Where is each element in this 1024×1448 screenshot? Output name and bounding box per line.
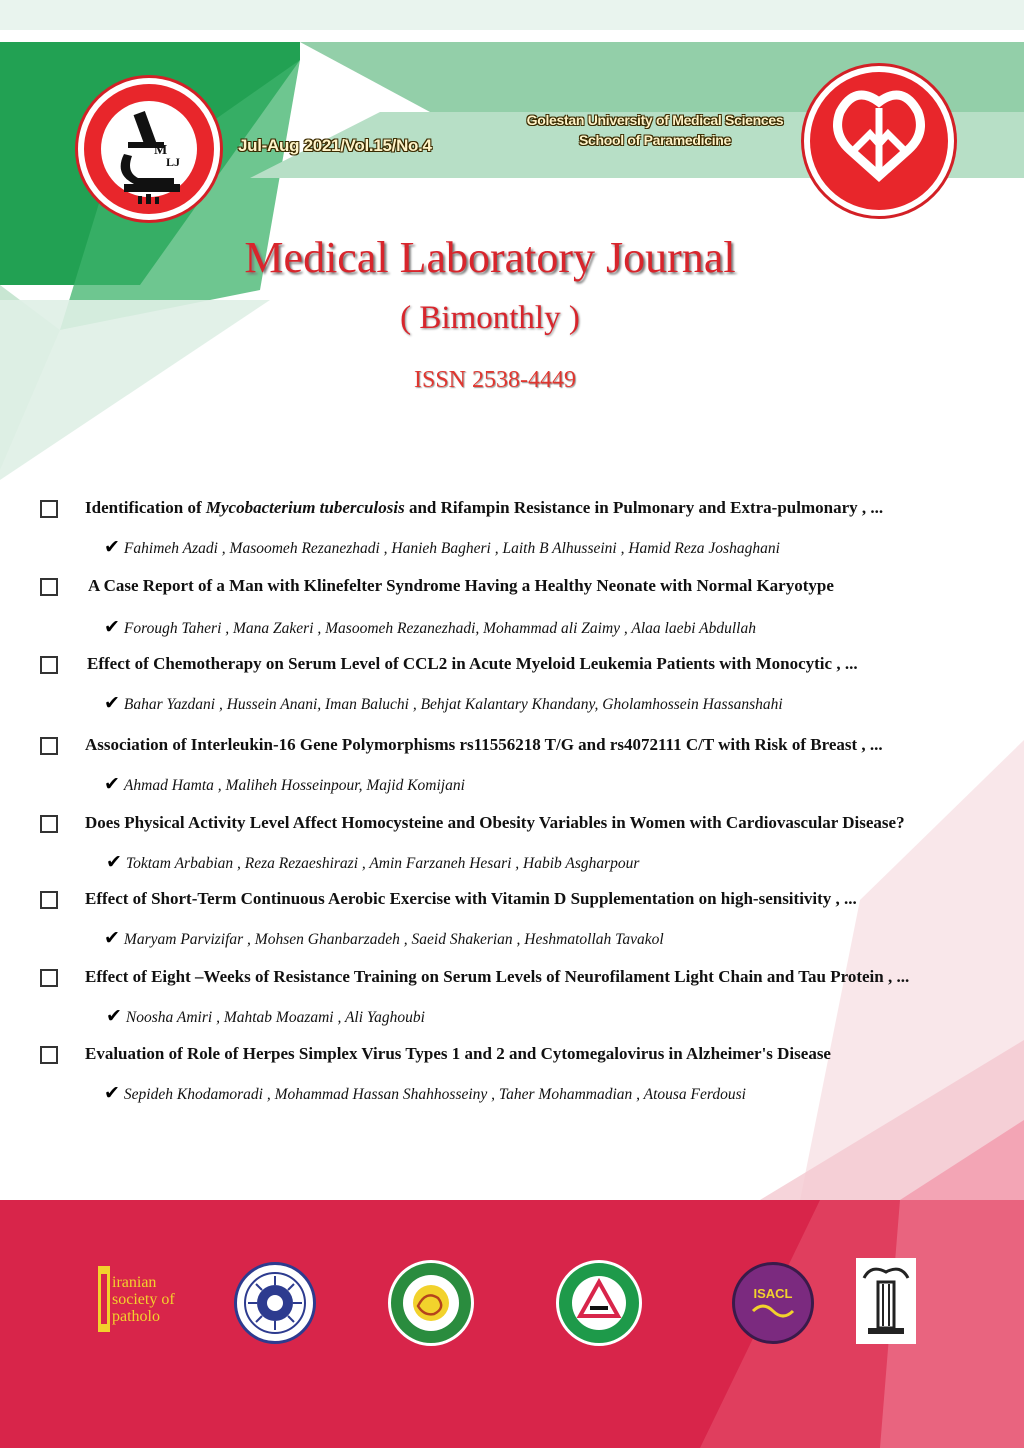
article-title[interactable]: Identification of Mycobacterium tuberculosis and Rifampin Resistance in Pulmonary and Extra-pulmonary , ... <box>85 498 884 517</box>
iacl-seal-icon <box>732 1262 814 1344</box>
parasitology-seal-icon <box>234 1262 316 1344</box>
checkmark-icon: ✔ <box>106 852 122 873</box>
article-authors: ✔ Fahimeh Azadi , Masoomeh Rezanezhadi , Hanieh Bagheri , Laith B Alhusseini , Hamid Reza Joshaghani <box>104 537 780 558</box>
article-checkbox[interactable] <box>40 815 58 833</box>
partner-logo-isacl <box>556 1260 642 1346</box>
article-checkbox[interactable] <box>40 656 58 674</box>
article-authors: ✔ Noosha Amiri , Mahtab Moazami , Ali Yaghoubi <box>106 1006 425 1027</box>
article-checkbox[interactable] <box>40 1046 58 1064</box>
partner-logo-university-emblem <box>856 1258 916 1344</box>
article-checkbox[interactable] <box>40 578 58 596</box>
checkmark-icon: ✔ <box>104 537 120 558</box>
article-title[interactable]: Evaluation of Role of Herpes Simplex Virus Types 1 and 2 and Cytomegalovirus in Alzheimer's Disease <box>85 1044 831 1063</box>
svg-text:LJ: LJ <box>166 155 181 169</box>
article-authors: ✔ Toktam Arbabian , Reza Rezaeshirazi , Amin Farzaneh Hesari , Habib Asgharpour <box>106 852 640 873</box>
partner-logo-medical-society <box>388 1260 474 1346</box>
article-title[interactable]: Effect of Eight –Weeks of Resistance Training on Serum Levels of Neurofilament Light Chain and Tau Protein , ... <box>85 967 910 986</box>
article-checkbox[interactable] <box>40 500 58 518</box>
article-checkbox[interactable] <box>40 891 58 909</box>
article-title[interactable]: Does Physical Activity Level Affect Homocysteine and Obesity Variables in Women with Cardiovascular Disease? <box>85 813 905 832</box>
journal-issn: ISSN 2538-4449 <box>413 367 576 393</box>
article-title[interactable]: Effect of Short-Term Continuous Aerobic Exercise with Vitamin D Supplementation on high-sensitivity , ... <box>85 889 857 908</box>
article-authors: ✔ Forough Taheri , Mana Zakeri , Masoomeh Rezanezhadi, Mohammad ali Zaimy , Alaa laebi Abdullah <box>104 617 756 638</box>
checkmark-icon: ✔ <box>106 1006 122 1027</box>
heart-book-icon <box>810 72 948 210</box>
article-authors: ✔ Maryam Parvizifar , Mohsen Ghanbarzadeh , Saeid Shakerian , Heshmatollah Tavakol <box>104 928 664 949</box>
svg-text:M: M <box>154 143 168 158</box>
checkmark-icon: ✔ <box>104 617 120 638</box>
isacl-seal-icon <box>556 1260 642 1346</box>
pathology-emblem-icon <box>96 1266 112 1332</box>
checkmark-icon: ✔ <box>104 774 120 795</box>
microscope-icon <box>84 84 214 214</box>
university-logo <box>804 66 954 216</box>
journal-frequency: ( Bimonthly ) <box>400 300 580 336</box>
article-title[interactable]: Effect of Chemotherapy on Serum Level of CCL2 in Acute Myeloid Leukemia Patients with Monocytic , ... <box>87 654 858 673</box>
school-name: School of Paramedicine <box>578 132 732 148</box>
iacl-label: ISACL <box>753 1285 793 1301</box>
article-checkbox[interactable] <box>40 969 58 987</box>
article-authors: ✔ Ahmad Hamta , Maliheh Hosseinpour, Majid Komijani <box>104 774 465 795</box>
partner-logo-parasitology-society <box>234 1262 316 1344</box>
article-title[interactable]: Association of Interleukin-16 Gene Polymorphisms rs11556218 T/G and rs4072111 C/T with Risk of Breast , ... <box>85 735 883 754</box>
partner-logo-iacl <box>732 1262 814 1344</box>
university-name: Golestan University of Medical Sciences <box>526 112 784 128</box>
issue-info: Jul-Aug 2021/Vol.15/No.4 <box>238 136 432 155</box>
checkmark-icon: ✔ <box>104 693 120 714</box>
partner-logo-iranian-society-of-pathology <box>96 1266 226 1336</box>
pathology-society-name: iranian society of patholo <box>112 1274 175 1325</box>
journal-title: Medical Laboratory Journal <box>244 233 736 282</box>
medical-society-seal-icon <box>388 1260 474 1346</box>
article-authors: ✔ Bahar Yazdani , Hussein Anani, Iman Baluchi , Behjat Kalantary Khandany, Gholamhossein Hassanshahi <box>104 693 783 714</box>
pillar-emblem-icon <box>856 1258 916 1344</box>
article-authors: ✔ Sepideh Khodamoradi , Mohammad Hassan Shahhosseiny , Taher Mohammadian , Atousa Ferdousi <box>104 1083 746 1104</box>
checkmark-icon: ✔ <box>104 928 120 949</box>
mlj-logo <box>78 78 220 220</box>
article-title[interactable]: A Case Report of a Man with Klinefelter Syndrome Having a Healthy Neonate with Normal Karyotype <box>88 576 834 595</box>
article-checkbox[interactable] <box>40 737 58 755</box>
checkmark-icon: ✔ <box>104 1083 120 1104</box>
